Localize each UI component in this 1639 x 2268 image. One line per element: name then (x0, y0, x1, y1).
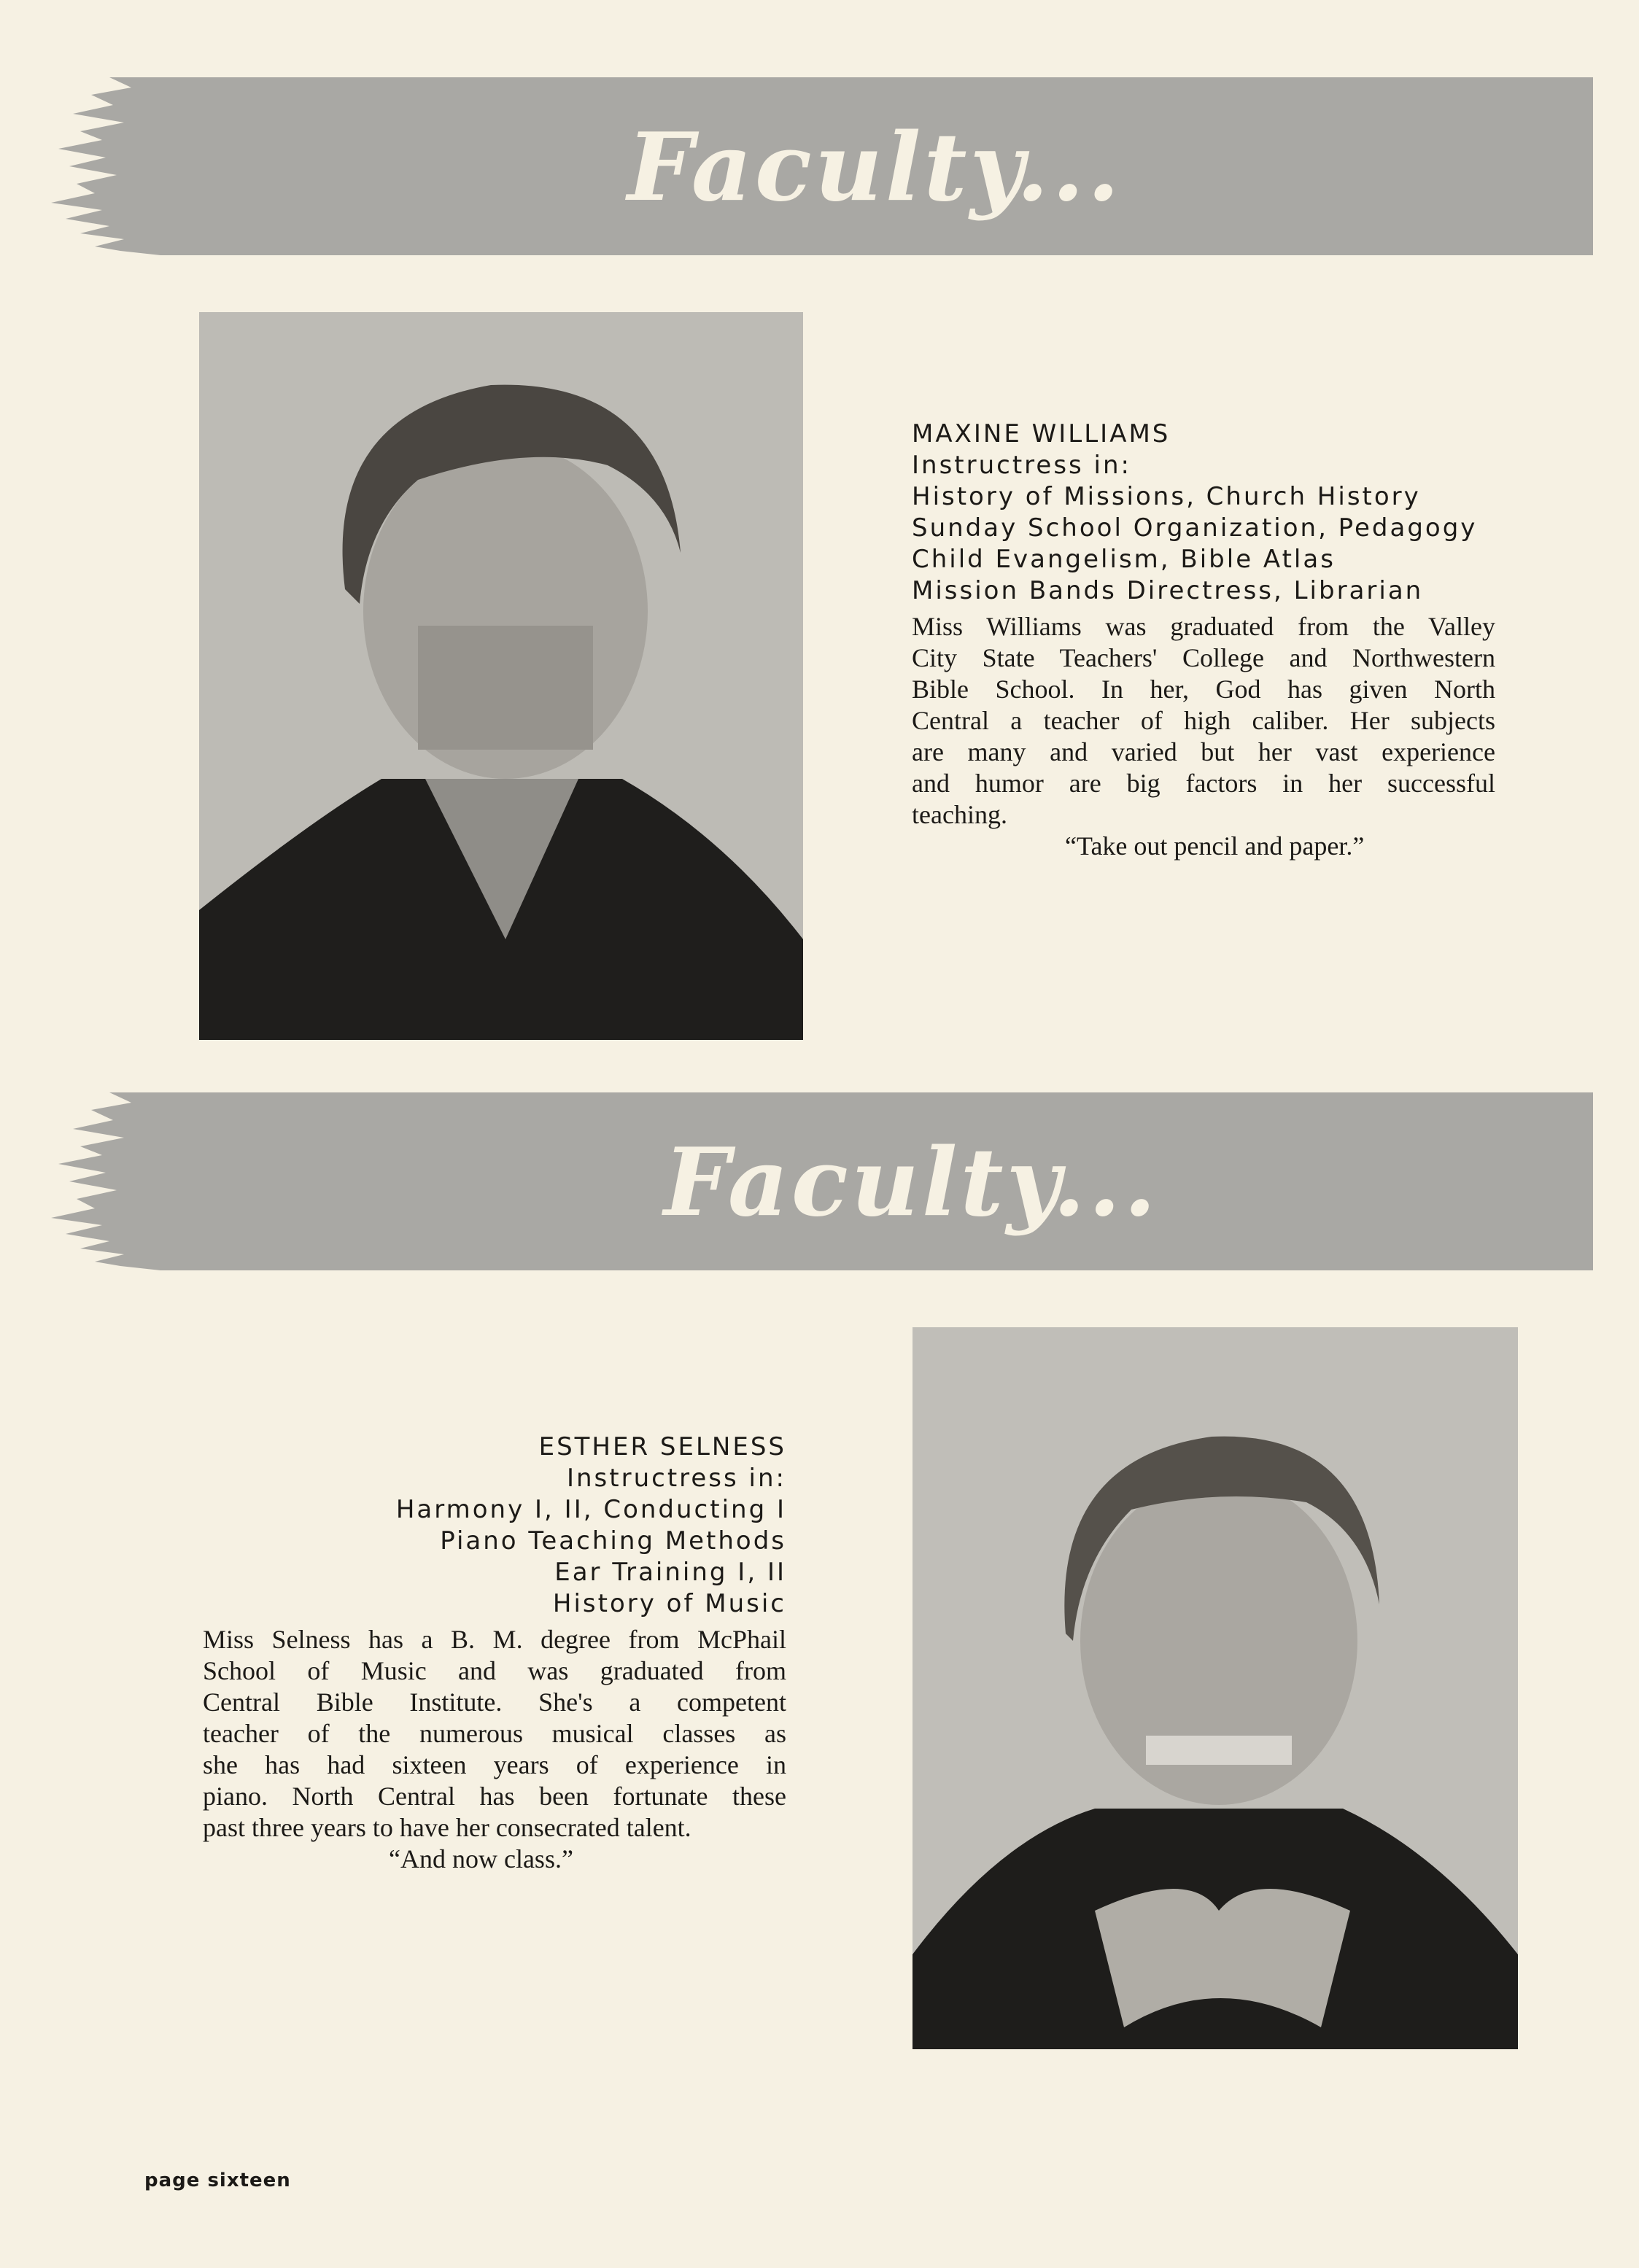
bio-line: teacher of the numerous musical classes as (203, 1719, 786, 1748)
bio-line: and humor are big factors in her successful (912, 769, 1495, 798)
subject-line: Harmony I, II, Conducting I (395, 1495, 786, 1524)
subject-line: History of Missions, Church History (912, 482, 1421, 511)
bio-line: Miss Selness has a B. M. degree from McPhail (203, 1625, 786, 1654)
bio-line: piano. North Central has been fortunate these (203, 1782, 786, 1811)
bio-line: teaching. (912, 800, 1007, 829)
faculty-banner-2 (51, 1088, 1593, 1270)
faculty-quote: “And now class.” (389, 1844, 573, 1873)
faculty-role: Instructress in: (912, 451, 1132, 480)
bio-line: she has had sixteen years of experience in (203, 1750, 786, 1779)
banner-title: Faculty... (664, 1128, 1159, 1238)
portrait-photo-maxine-williams (199, 312, 803, 1040)
bio-block-esther-selness (203, 1432, 786, 1875)
subject-line: Piano Teaching Methods (440, 1526, 786, 1556)
faculty-name: ESTHER SELNESS (538, 1432, 786, 1461)
bio-line: Central Bible Institute. She's a competent (203, 1688, 786, 1717)
bio-line: Bible School. In her, God has given North (912, 675, 1495, 704)
bio-line: School of Music and was graduated from (203, 1656, 786, 1685)
faculty-role: Instructress in: (566, 1464, 786, 1493)
portrait-photo-esther-selness (913, 1327, 1518, 2049)
subject-line: Mission Bands Directress, Librarian (912, 576, 1424, 605)
faculty-name: MAXINE WILLIAMS (912, 419, 1171, 448)
bio-block-maxine-williams (912, 419, 1495, 862)
subject-line: History of Music (552, 1589, 786, 1618)
page-number: page sixteen (144, 2170, 291, 2191)
banner-title: Faculty... (627, 113, 1123, 222)
bio-line: past three years to have her consecrated talent. (203, 1813, 691, 1842)
bio-line: Central a teacher of high caliber. Her subjects (912, 706, 1495, 735)
subject-line: Ear Training I, II (554, 1558, 786, 1587)
bio-line: City State Teachers' College and Northwestern (912, 643, 1495, 672)
faculty-banner-1 (51, 73, 1593, 255)
faculty-quote: “Take out pencil and paper.” (1065, 831, 1365, 861)
subject-line: Sunday School Organization, Pedagogy (912, 513, 1478, 543)
subject-line: Child Evangelism, Bible Atlas (912, 545, 1336, 574)
bio-line: are many and varied but her vast experience (912, 737, 1495, 766)
bio-line: Miss Williams was graduated from the Valley (912, 612, 1495, 641)
